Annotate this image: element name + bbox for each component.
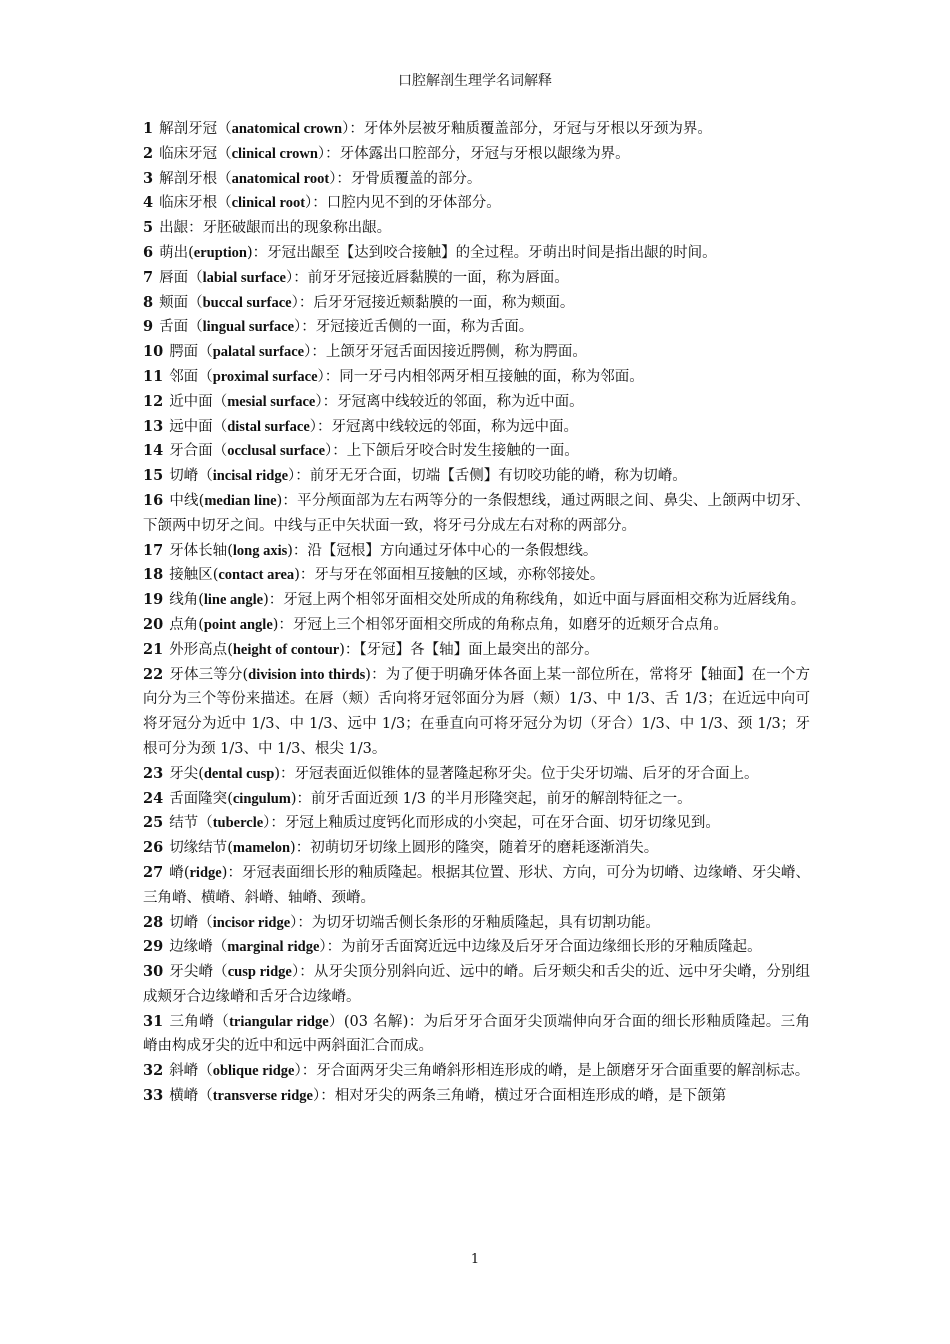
- entry-english-term: cusp ridge: [227, 964, 292, 981]
- entry-number: 33: [143, 1087, 164, 1105]
- entry-open-paren: （: [217, 121, 232, 137]
- entry-term: 线角: [169, 592, 199, 609]
- entry-english-term: clinical root: [231, 195, 306, 212]
- entry-number: 9: [143, 318, 154, 336]
- entry-close-paren: )：: [246, 244, 268, 261]
- glossary-entry: [143, 960, 810, 1010]
- entry-number: 26: [143, 839, 164, 857]
- entry-open-paren: (: [188, 244, 194, 261]
- entry-open-paren: （: [217, 170, 232, 187]
- entry-english-term: palatal surface: [212, 344, 305, 361]
- entry-term: 临床牙根: [159, 195, 218, 212]
- entry-definition: 牙冠上两个相邻牙面相交处所成的角称线角，如近中面与唇面相交称为近唇线角。: [283, 592, 806, 609]
- entry-term: 牙尖: [169, 765, 199, 782]
- entry-close-paren: )：: [339, 641, 360, 658]
- entry-number: 1: [143, 120, 154, 137]
- entry-definition: 平分颅面部为左右两等分的一条假想线，通过两眼之间、鼻尖、上颌两中切牙、下颌两中切牙之间。中线与正中矢状面一致，将牙弓分成左右对称的两部分。: [143, 492, 810, 534]
- entry-term: 切嵴: [169, 468, 199, 485]
- entry-definition: 为后牙牙合面牙尖顶端伸向牙合面的细长形釉质隆起。三角嵴由构成牙尖的近中和远中两斜面汇合而成。: [143, 1013, 811, 1055]
- entry-term: 边缘嵴: [169, 939, 213, 956]
- entry-number: 19: [143, 591, 164, 609]
- entry-definition: 为前牙舌面窝近远中边缘及后牙牙合面边缘细长形的牙釉质隆起。: [341, 939, 762, 956]
- entry-english-term: anatomical root: [231, 170, 330, 187]
- entry-open-paren: (: [183, 864, 190, 881]
- glossary-entry: [143, 216, 810, 241]
- entry-open-paren: （: [188, 269, 203, 286]
- entry-number: 23: [143, 764, 164, 782]
- entry-term: 腭面: [169, 344, 199, 361]
- entry-open-paren: （: [188, 319, 203, 336]
- entry-close-paren: )：: [365, 666, 386, 683]
- entry-english-term: eruption: [193, 244, 247, 261]
- entry-close-paren: ）：: [342, 121, 364, 137]
- entry-term: 牙体长轴: [169, 542, 228, 559]
- entry-close-paren: ）(03 名解)：: [328, 1013, 424, 1030]
- entry-number: 15: [143, 467, 164, 485]
- glossary-entry: [143, 266, 810, 291]
- entry-number: 12: [143, 392, 164, 410]
- entry-term: 牙尖嵴: [169, 964, 214, 981]
- entry-term: 颊面: [159, 294, 189, 311]
- entry-number: 3: [143, 169, 154, 187]
- glossary-entry: [143, 1010, 810, 1060]
- entry-close-paren: ）：: [312, 1088, 335, 1105]
- entry-english-term: occlusal surface: [227, 443, 326, 460]
- entry-english-term: oblique ridge: [212, 1063, 295, 1080]
- entry-definition: 牙冠离中线较近的邻面，称为近中面。: [337, 393, 584, 410]
- entry-english-term: cingulum: [232, 790, 291, 807]
- entry-open-paren: (: [198, 592, 204, 609]
- entry-english-term: division into thirds: [248, 666, 366, 683]
- entry-number: 22: [143, 665, 164, 683]
- entry-number: 28: [143, 913, 164, 931]
- entry-term: 外形高点: [169, 641, 228, 658]
- entry-definition: 同一牙弓内相邻两牙相互接触的面，称为邻面。: [339, 368, 644, 385]
- entry-number: 10: [143, 343, 164, 361]
- entry-close-paren: )：: [221, 864, 243, 881]
- entry-term: 出龈: [159, 220, 189, 237]
- entry-number: 30: [143, 963, 164, 981]
- entry-definition: 牙体露出口腔部分，牙冠与牙根以龈缘为界。: [339, 145, 630, 162]
- entry-open-paren: (: [227, 840, 233, 857]
- entry-close-paren: ）：: [288, 468, 310, 485]
- entry-number: 5: [143, 219, 154, 237]
- entry-term: 斜嵴: [169, 1063, 199, 1080]
- entry-open-paren: （: [217, 195, 232, 212]
- entry-term: 牙合面: [169, 443, 213, 460]
- glossary-entry: [143, 464, 810, 489]
- entry-term: 邻面: [169, 368, 199, 385]
- entry-close-paren: ）：: [329, 170, 351, 187]
- entry-open-paren: (: [227, 790, 233, 807]
- entry-term: 三角嵴: [169, 1013, 215, 1030]
- glossary-entry: [143, 762, 810, 787]
- entry-definition: 牙冠离中线较远的邻面，称为远中面。: [331, 418, 578, 435]
- entry-term: 牙体三等分: [169, 666, 243, 683]
- entry-definition: 【牙冠】各【轴】面上最突出的部分。: [359, 641, 599, 658]
- entry-english-term: line angle: [203, 592, 264, 609]
- entry-close-paren: )：: [290, 840, 311, 857]
- entry-open-paren: （: [214, 1013, 230, 1030]
- entry-term: 舌面隆突: [169, 790, 228, 807]
- entry-open-paren: (: [198, 765, 204, 782]
- entry-definition: 牙冠表面细长形的釉质隆起。根据其位置、形状、方向，可分为切嵴、边缘嵴、牙尖嵴、三角嵴、横嵴、斜嵴、轴嵴、颈嵴。: [143, 864, 811, 906]
- entry-definition: 上颌牙牙冠舌面因接近腭侧，称为腭面。: [325, 344, 587, 361]
- entry-term: 临床牙冠: [159, 145, 218, 162]
- entry-english-term: mamelon: [232, 840, 291, 857]
- glossary-entry: [143, 489, 810, 539]
- entry-number: 20: [143, 615, 164, 633]
- entry-definition: 为切牙切端舌侧长条形的牙釉质隆起，具有切割功能。: [311, 914, 660, 931]
- entry-term: 中线: [169, 492, 199, 509]
- entry-number: 2: [143, 144, 154, 162]
- glossary-entry: [143, 291, 810, 316]
- entry-definition: 牙合面两牙尖三角嵴斜形相连形成的嵴，是上颌磨牙牙合面重要的解剖标志。: [316, 1063, 810, 1080]
- entry-open-paren: (: [227, 641, 233, 658]
- glossary-entry: [143, 911, 810, 936]
- entry-definition: 为了便于明确牙体各面上某一部位所在，常将牙【轴面】在一个方向分为三个等份来描述。在唇（颊）舌向将牙冠邻面分为唇（颊）1/3、中 1/3、舌 1/3；在近远中向可将牙冠分为近中 1/3、中 1/3、远中 1/3；在垂直向可将牙冠分为切（牙合）1/3、中 1/3、颈 1/3；牙根可分为颈 1/3、中 1/3、根尖 1/3。: [143, 666, 811, 757]
- entry-open-paren: （: [212, 418, 228, 435]
- entry-term: 解剖牙冠: [159, 121, 218, 137]
- entry-close-paren: )：: [272, 616, 293, 633]
- entry-close-paren: )：: [263, 592, 284, 609]
- glossary-entry: [143, 563, 810, 588]
- entry-definition: 前牙牙冠接近唇黏膜的一面，称为唇面。: [307, 269, 569, 286]
- entry-english-term: long axis: [232, 542, 288, 559]
- entry-close-paren: ）：: [317, 368, 340, 385]
- glossary-entry: [143, 167, 810, 192]
- entry-definition: 初萌切牙切缘上圆形的隆突，随着牙的磨耗逐渐消失。: [310, 840, 659, 857]
- entry-term: 舌面: [159, 319, 189, 336]
- glossary-entry: [143, 117, 810, 142]
- entry-definition: 牙冠出龈至【达到咬合接触】的全过程。牙萌出时间是指出龈的时间。: [267, 244, 717, 261]
- glossary-entry: [143, 935, 810, 960]
- entry-close-paren: )：: [287, 542, 308, 559]
- entry-number: 11: [143, 367, 164, 385]
- entry-open-paren: (: [198, 616, 204, 633]
- entry-close-paren: ）：: [309, 418, 332, 435]
- entry-english-term: dental cusp: [203, 765, 275, 782]
- entry-definition: 牙冠上三个相邻牙面相交所成的角称点角，如磨牙的近颊牙合点角。: [292, 616, 728, 633]
- entry-term: 点角: [169, 616, 199, 633]
- entry-definition: 沿【冠根】方向通过牙体中心的一条假想线。: [307, 542, 598, 559]
- entry-close-paren: ）：: [291, 294, 314, 311]
- entry-number: 17: [143, 541, 164, 559]
- entry-definition: 前牙无牙合面，切端【舌侧】有切咬功能的嵴，称为切嵴。: [309, 468, 687, 485]
- glossary-entry: [143, 613, 810, 638]
- entry-number: 4: [143, 194, 154, 212]
- glossary-list: [143, 117, 810, 1109]
- entry-definition: 后牙牙冠接近颊黏膜的一面，称为颊面。: [313, 294, 575, 311]
- entry-number: 7: [143, 268, 154, 286]
- entry-open-paren: （: [212, 939, 228, 956]
- glossary-entry: [143, 439, 810, 464]
- entry-number: 14: [143, 442, 164, 460]
- entry-number: 21: [143, 640, 164, 658]
- entry-term: 嵴: [169, 864, 184, 881]
- entry-close-paren: )：: [290, 790, 312, 807]
- entry-open-paren: （: [198, 1063, 213, 1080]
- entry-close-paren: ）：: [304, 344, 326, 361]
- entry-definition: 从牙尖顶分别斜向近、远中的嵴。后牙颊尖和舌尖的近、远中牙尖嵴，分别组成颊牙合边缘嵴和舌牙合边缘嵴。: [143, 964, 811, 1005]
- entry-term: 远中面: [169, 418, 213, 435]
- entry-close-paren: ）：: [325, 443, 347, 460]
- entry-close-paren: ）：: [294, 1063, 317, 1080]
- entry-open-paren: （: [212, 393, 228, 410]
- entry-term: 解剖牙根: [159, 170, 218, 187]
- entry-english-term: incisor ridge: [212, 914, 291, 931]
- entry-english-term: triangular ridge: [229, 1013, 329, 1030]
- entry-open-paren: （: [198, 344, 213, 361]
- entry-number: 16: [143, 491, 164, 509]
- entry-term: 横嵴: [169, 1088, 199, 1105]
- entry-close-paren: ）：: [285, 269, 308, 286]
- entry-open-paren: (: [227, 542, 233, 559]
- entry-english-term: contact area: [218, 567, 295, 584]
- entry-open-paren: （: [198, 1088, 213, 1105]
- entry-open-paren: （: [198, 914, 213, 931]
- glossary-entry: [143, 365, 810, 390]
- glossary-entry: [143, 315, 810, 340]
- entry-definition: 相对牙尖的两条三角嵴，横过牙合面相连形成的嵴，是下颌第: [334, 1088, 727, 1105]
- entry-number: 29: [143, 938, 164, 956]
- entry-english-term: anatomical crown: [231, 121, 343, 137]
- entry-definition: 牙冠接近舌侧的一面，称为舌面。: [315, 319, 534, 336]
- entry-english-term: median line: [204, 492, 277, 509]
- entry-close-paren: ）：: [291, 964, 314, 981]
- glossary-entry: [143, 340, 810, 365]
- glossary-entry: [143, 1059, 810, 1084]
- entry-definition: 牙胚破龈而出的现象称出龈。: [202, 220, 392, 237]
- entry-number: 8: [143, 293, 154, 311]
- entry-close-paren: )：: [276, 492, 298, 509]
- entry-term: 萌出: [159, 244, 189, 261]
- glossary-entry: [143, 539, 810, 564]
- entry-definition: 牙冠上釉质过度钙化而形成的小突起，可在牙合面、切牙切缘见到。: [284, 815, 720, 832]
- entry-close-paren: ）：: [317, 145, 340, 162]
- glossary-entry: [143, 811, 810, 836]
- entry-close-paren: ）：: [294, 319, 316, 336]
- entry-english-term: buccal surface: [202, 294, 292, 311]
- entry-english-term: ridge: [189, 864, 222, 881]
- entry-open-paren: (: [198, 492, 205, 509]
- entry-definition: 口腔内见不到的牙体部分。: [326, 195, 501, 212]
- entry-term: 切缘结节: [169, 840, 228, 857]
- entry-term: 接触区: [169, 567, 213, 584]
- entry-english-term: transverse ridge: [212, 1088, 313, 1105]
- entry-open-paren: （: [213, 964, 228, 981]
- entry-open-paren: (: [212, 567, 219, 584]
- entry-definition: 牙与牙在邻面相互接触的区域，亦称邻接处。: [314, 567, 605, 584]
- entry-number: 24: [143, 789, 164, 807]
- glossary-entry: [143, 1084, 810, 1109]
- entry-open-paren: （: [198, 368, 213, 385]
- glossary-entry: [143, 142, 810, 167]
- entry-close-paren: ）：: [305, 195, 327, 212]
- entry-english-term: height of contour: [232, 641, 340, 658]
- entry-open-paren: （: [188, 294, 203, 311]
- entry-definition: 上下颌后牙咬合时发生接触的一面。: [346, 443, 579, 460]
- entry-close-paren: ）：: [290, 914, 312, 931]
- entry-english-term: lingual surface: [202, 319, 295, 336]
- entry-definition: 牙冠表面近似锥体的显著隆起称牙尖。位于尖牙切端、后牙的牙合面上。: [294, 765, 759, 782]
- glossary-entry: [143, 836, 810, 861]
- entry-number: 25: [143, 814, 164, 832]
- entry-english-term: point angle: [203, 616, 273, 633]
- glossary-entry: [143, 415, 810, 440]
- entry-open-paren: （: [212, 443, 228, 460]
- entry-term: 切嵴: [169, 914, 199, 931]
- entry-definition: 牙骨质覆盖的部分。: [350, 170, 482, 187]
- entry-english-term: mesial surface: [227, 393, 316, 410]
- entry-number: 6: [143, 243, 154, 261]
- entry-number: 32: [143, 1062, 164, 1080]
- entry-open-paren: （: [217, 145, 232, 162]
- entry-number: 13: [143, 417, 164, 435]
- entry-close-paren: ）：: [263, 815, 285, 832]
- entry-open-paren: （: [198, 468, 213, 485]
- entry-english-term: proximal surface: [212, 368, 318, 385]
- glossary-entry: [143, 787, 810, 812]
- entry-number: 18: [143, 566, 164, 584]
- entry-term: 近中面: [169, 393, 213, 410]
- entry-open-paren: (: [242, 666, 249, 683]
- entry-english-term: distal surface: [227, 418, 310, 435]
- entry-close-paren: ）：: [315, 393, 338, 410]
- page-title: 口腔解剖生理学名词解释: [398, 73, 552, 89]
- glossary-entry: [143, 588, 810, 613]
- entry-definition: 牙体外层被牙釉质覆盖部分，牙冠与牙根以牙颈为界。: [363, 121, 712, 137]
- entry-english-term: labial surface: [202, 269, 286, 286]
- glossary-entry: [143, 241, 810, 266]
- entry-english-term: clinical crown: [231, 145, 318, 162]
- entry-close-paren: )：: [294, 567, 315, 584]
- entry-close-paren: ：: [188, 220, 203, 237]
- entry-english-term: marginal ridge: [227, 939, 320, 956]
- entry-term: 唇面: [159, 269, 189, 286]
- entry-english-term: tubercle: [212, 815, 264, 832]
- entry-definition: 前牙舌面近颈 1/3 的半月形隆突起，前牙的解剖特征之一。: [311, 790, 692, 807]
- glossary-entry: [143, 390, 810, 415]
- glossary-entry: [143, 663, 810, 762]
- entry-close-paren: ）：: [319, 939, 342, 956]
- entry-english-term: incisal ridge: [212, 468, 289, 485]
- entry-number: 31: [143, 1012, 164, 1030]
- glossary-entry: [143, 638, 810, 663]
- page-number: 1: [470, 1252, 480, 1267]
- glossary-entry: [143, 191, 810, 216]
- entry-term: 结节: [169, 815, 199, 832]
- entry-close-paren: )：: [274, 765, 295, 782]
- glossary-entry: [143, 861, 810, 911]
- entry-open-paren: （: [198, 815, 213, 832]
- entry-number: 27: [143, 863, 164, 881]
